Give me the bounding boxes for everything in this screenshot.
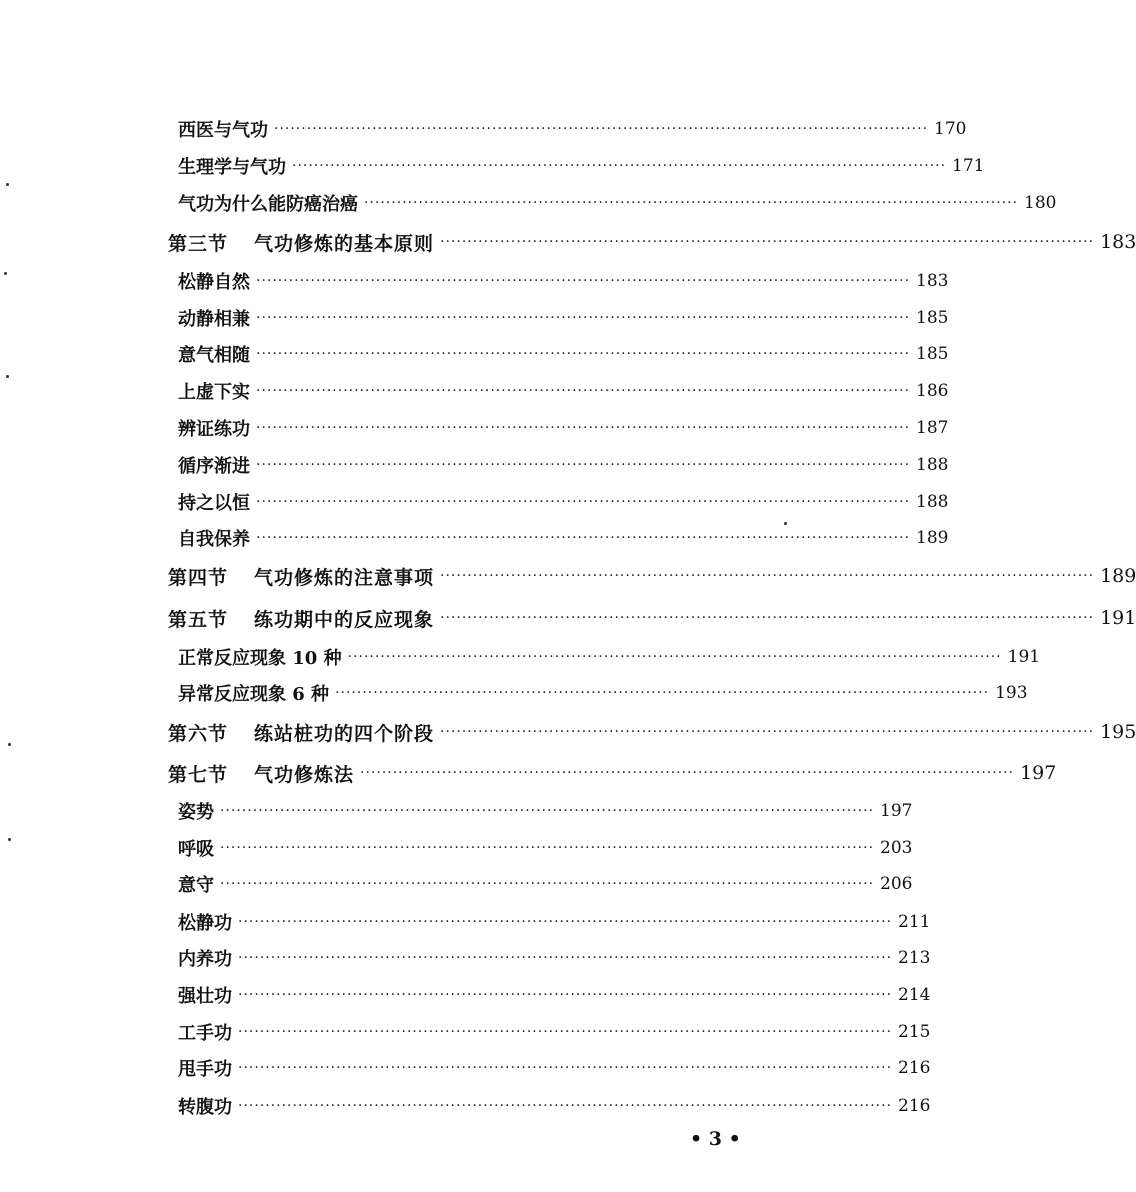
toc-page-number: 170 [934,119,967,139]
toc-section-row[interactable] [168,758,1057,788]
toc-item-row[interactable] [178,114,967,144]
toc-entry-title: 甩手功 [178,1059,232,1080]
toc-entry-title: 生理学与气功 [178,157,286,178]
toc-page-number: 206 [880,874,913,894]
dot-leader: ························································································································ [256,420,911,436]
dot-leader: ························································································································ [440,234,1095,250]
toc-page-number: 211 [898,912,931,932]
toc-item-row[interactable] [178,303,949,333]
scan-speck [8,743,11,746]
scan-speck [6,183,9,186]
toc-page-number: 214 [898,985,931,1005]
toc-page-number: 188 [916,492,949,512]
toc-entry-title [168,229,434,256]
toc-item-row[interactable] [178,943,931,973]
toc-page-number: 183 [916,271,949,291]
section-label: 第四节 [168,566,229,589]
toc-entry-title [168,760,354,787]
toc-item-row[interactable] [178,376,949,406]
toc-entry-title: 转腹功 [178,1097,232,1118]
dot-leader: ························································································································ [238,1060,893,1076]
toc-entry-title: 工手功 [178,1023,232,1044]
dot-leader: ························································································································ [256,494,911,510]
section-label: 第六节 [168,722,229,745]
section-name: 气功修炼的基本原则 [254,232,435,255]
toc-page-number: 171 [952,156,985,176]
toc-item-row[interactable] [178,523,949,553]
section-name: 练功期中的反应现象 [254,608,435,631]
toc-page-number: 185 [916,344,949,364]
toc-page-number: 197 [880,801,913,821]
toc-entry-title: 呼吸 [178,839,214,860]
dot-leader: ························································································································ [360,765,1015,781]
section-name: 练站桩功的四个阶段 [254,722,435,745]
toc-page-number: 216 [898,1058,931,1078]
dot-leader: ························································································································ [256,346,911,362]
dot-leader: ························································································································ [238,950,893,966]
toc-entry-title [168,563,434,590]
dot-leader: ························································································································ [364,195,1019,211]
dot-leader: ························································································································ [256,273,911,289]
toc-section-row[interactable] [168,227,1136,257]
section-label: 第三节 [168,232,229,255]
toc-page-number: 191 [1007,647,1041,667]
dot-leader: ························································································································ [440,724,1095,740]
toc-page-number: 213 [898,948,931,968]
page-number: • 3 • [690,1128,741,1150]
toc-entry-title: 意守 [178,875,214,896]
dot-leader: ························································································································ [292,158,947,174]
toc-page-number: 191 [1100,607,1136,629]
toc-page-number: 193 [995,683,1028,703]
toc-entry-title: 气功为什么能防癌治癌 [178,194,358,215]
toc-entry-title [168,605,434,632]
toc-entry-title: 姿势 [178,802,214,823]
toc-item-row[interactable] [178,833,913,863]
toc-page-number: 187 [916,418,949,438]
toc-page-number: 197 [1020,762,1057,784]
toc-item-row[interactable] [178,450,949,480]
toc-entry-title: 辨证练功 [178,419,250,440]
toc-section-row[interactable] [168,561,1136,591]
toc-page-number: 216 [898,1096,931,1116]
scan-speck [784,522,787,525]
toc-entry-title: 正常反应现象 10 种 [178,648,342,669]
toc-entry-title: 持之以恒 [178,493,250,514]
toc-entry-title: 内养功 [178,949,232,970]
section-name: 气功修炼的注意事项 [254,566,435,589]
toc-entry-title: 上虚下实 [178,382,250,403]
toc-item-row[interactable] [178,339,949,369]
dot-leader: ························································································································ [238,1098,893,1114]
toc-item-row[interactable] [178,1053,931,1083]
toc-item-row[interactable] [178,487,949,517]
dot-leader: ························································································································ [238,1024,893,1040]
toc-item-row[interactable] [178,678,1028,708]
dot-leader: ························································································································ [256,530,911,546]
toc-entry-title: 异常反应现象 6 种 [178,684,330,705]
toc-item-row[interactable] [178,869,913,899]
toc-page-number: 185 [916,308,949,328]
toc-entry-title: 强壮功 [178,986,232,1007]
dot-leader: ························································································································ [335,685,990,701]
dot-leader: ························································································································ [256,457,911,473]
dot-leader: ························································································································ [347,649,1002,665]
toc-page-number: 186 [916,381,949,401]
toc-section-row[interactable] [168,603,1136,633]
toc-section-row[interactable] [168,717,1136,747]
section-label: 第七节 [168,763,229,786]
dot-leader: ························································································································ [238,914,893,930]
toc-page-number: 189 [916,528,949,548]
dot-leader: ························································································································ [220,876,875,892]
dot-leader: ························································································································ [238,987,893,1003]
toc-page-number: 215 [898,1022,931,1042]
toc-entry-title: 自我保养 [178,529,250,550]
toc-entry-title: 动静相兼 [178,309,250,330]
dot-leader: ························································································································ [220,840,875,856]
toc-item-row[interactable] [178,1017,931,1047]
dot-leader: ························································································································ [274,121,929,137]
toc-item-row[interactable] [178,188,1057,218]
dot-leader: ························································································································ [256,310,911,326]
toc-entry-title: 西医与气功 [178,120,268,141]
toc-item-row[interactable] [178,980,931,1010]
toc-item-row[interactable] [178,413,949,443]
toc-page-number: 195 [1100,721,1136,743]
section-label: 第五节 [168,608,229,631]
toc-page-number: 180 [1024,193,1057,213]
toc-page-number: 188 [916,455,949,475]
dot-leader: ························································································································ [256,383,911,399]
toc-item-row[interactable] [178,642,1041,672]
toc-entry-title: 松静功 [178,913,232,934]
dot-leader: ························································································································ [220,803,875,819]
toc-entry-title: 循序渐进 [178,456,250,477]
dot-leader: ························································································································ [440,568,1095,584]
toc-page-number: 183 [1100,231,1136,253]
dot-leader: ························································································································ [440,610,1095,626]
toc-item-row[interactable] [178,907,931,937]
toc-page-number: 203 [880,838,913,858]
toc-entry-title: 意气相随 [178,345,250,366]
toc-page-number: 189 [1100,565,1136,587]
toc-item-row[interactable] [178,796,913,826]
toc-item-row[interactable] [178,266,949,296]
toc-entry-title [168,719,434,746]
toc-item-row[interactable] [178,1091,931,1121]
scan-speck [4,272,7,275]
toc-entry-title: 松静自然 [178,272,250,293]
scan-speck [8,838,11,841]
section-name: 气功修炼法 [254,763,355,786]
scan-speck [6,375,9,378]
toc-item-row[interactable] [178,151,985,181]
